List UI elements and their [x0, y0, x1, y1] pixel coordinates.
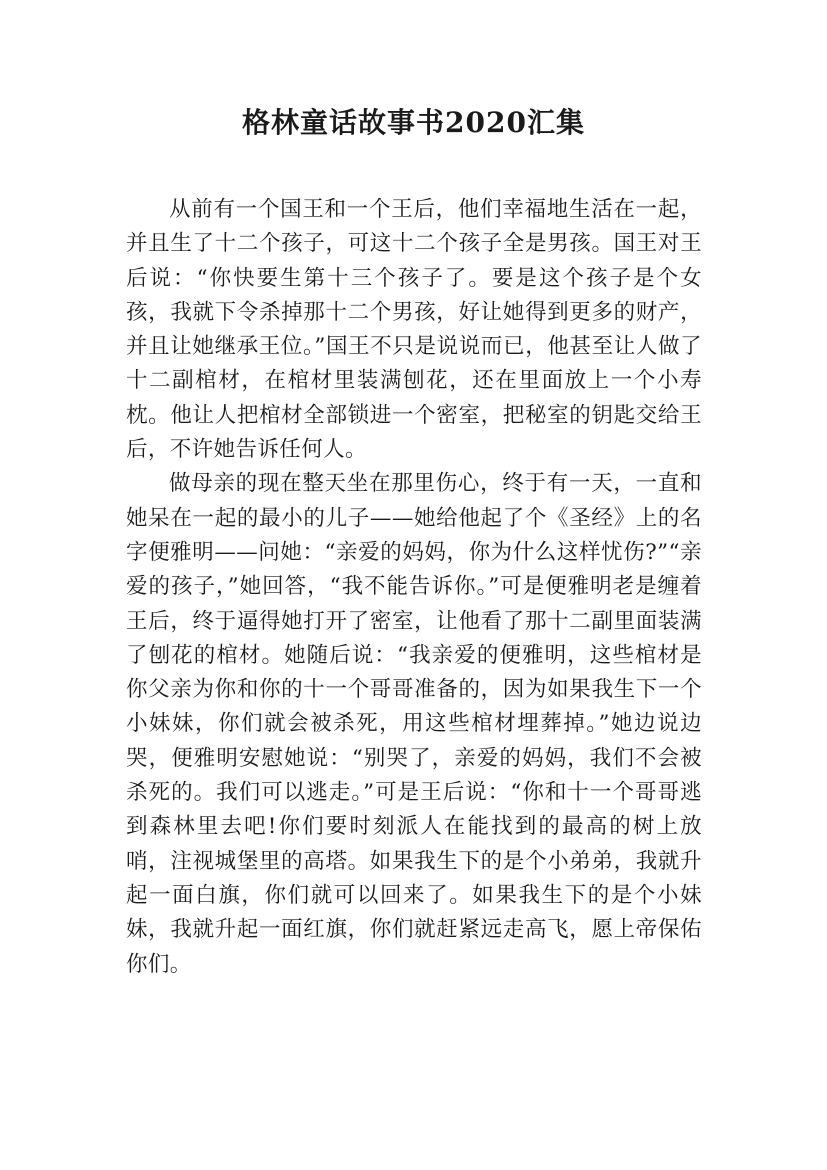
- document-title: 格林童话故事书2020汇集: [242, 106, 585, 139]
- paragraph: 从前有一个国王和一个王后，他们幸福地生活在一起，并且生了十二个孩子，可这十二个孩子全是男孩。国王对王后说：“你快要生第十三个孩子了。要是这个孩子是个女孩，我就下令杀掉那十二个男孩，好让她得到更多的财产，并且让她继承王位。”国王不只是说说而已，他甚至让人做了十二副棺材，在棺材里装满刨花，还在里面放上一个小寿枕。他让人把棺材全部锁进一个密室，把秘室的钥匙交给王后，不许她告诉任何人。: [126, 197, 702, 463]
- paragraph: 做母亲的现在整天坐在那里伤心，终于有一天，一直和她呆在一起的最小的儿子——她给他起了个《圣经》上的名字便雅明——问她：“亲爱的妈妈，你为什么这样忧伤?”“亲爱的孩子，”她回答，“我不能告诉你。”可是便雅明老是缠着王后，终于逼得她打开了密室，让他看了那十二副里面装满了刨花的棺材。她随后说：“我亲爱的便雅明，这些棺材是你父亲为你和你的十一个哥哥准备的，因为如果我生下一个小妹妹，你们就会被杀死，用这些棺材埋葬掉。”她边说边哭，便雅明安慰她说：“别哭了，亲爱的妈妈，我们不会被杀死的。我们可以逃走。”可是王后说：“你和十一个哥哥逃到森林里去吧!你们要时刻派人在能找到的最高的树上放哨，注视城堡里的高塔。如果我生下的是个小弟弟，我就升起一面白旗，你们就可以回来了。如果我生下的是个小妹妹，我就升起一面红旗，你们就赶紧远走高飞，愿上帝保佑你们。: [126, 471, 702, 977]
- document-body: [126, 193, 702, 982]
